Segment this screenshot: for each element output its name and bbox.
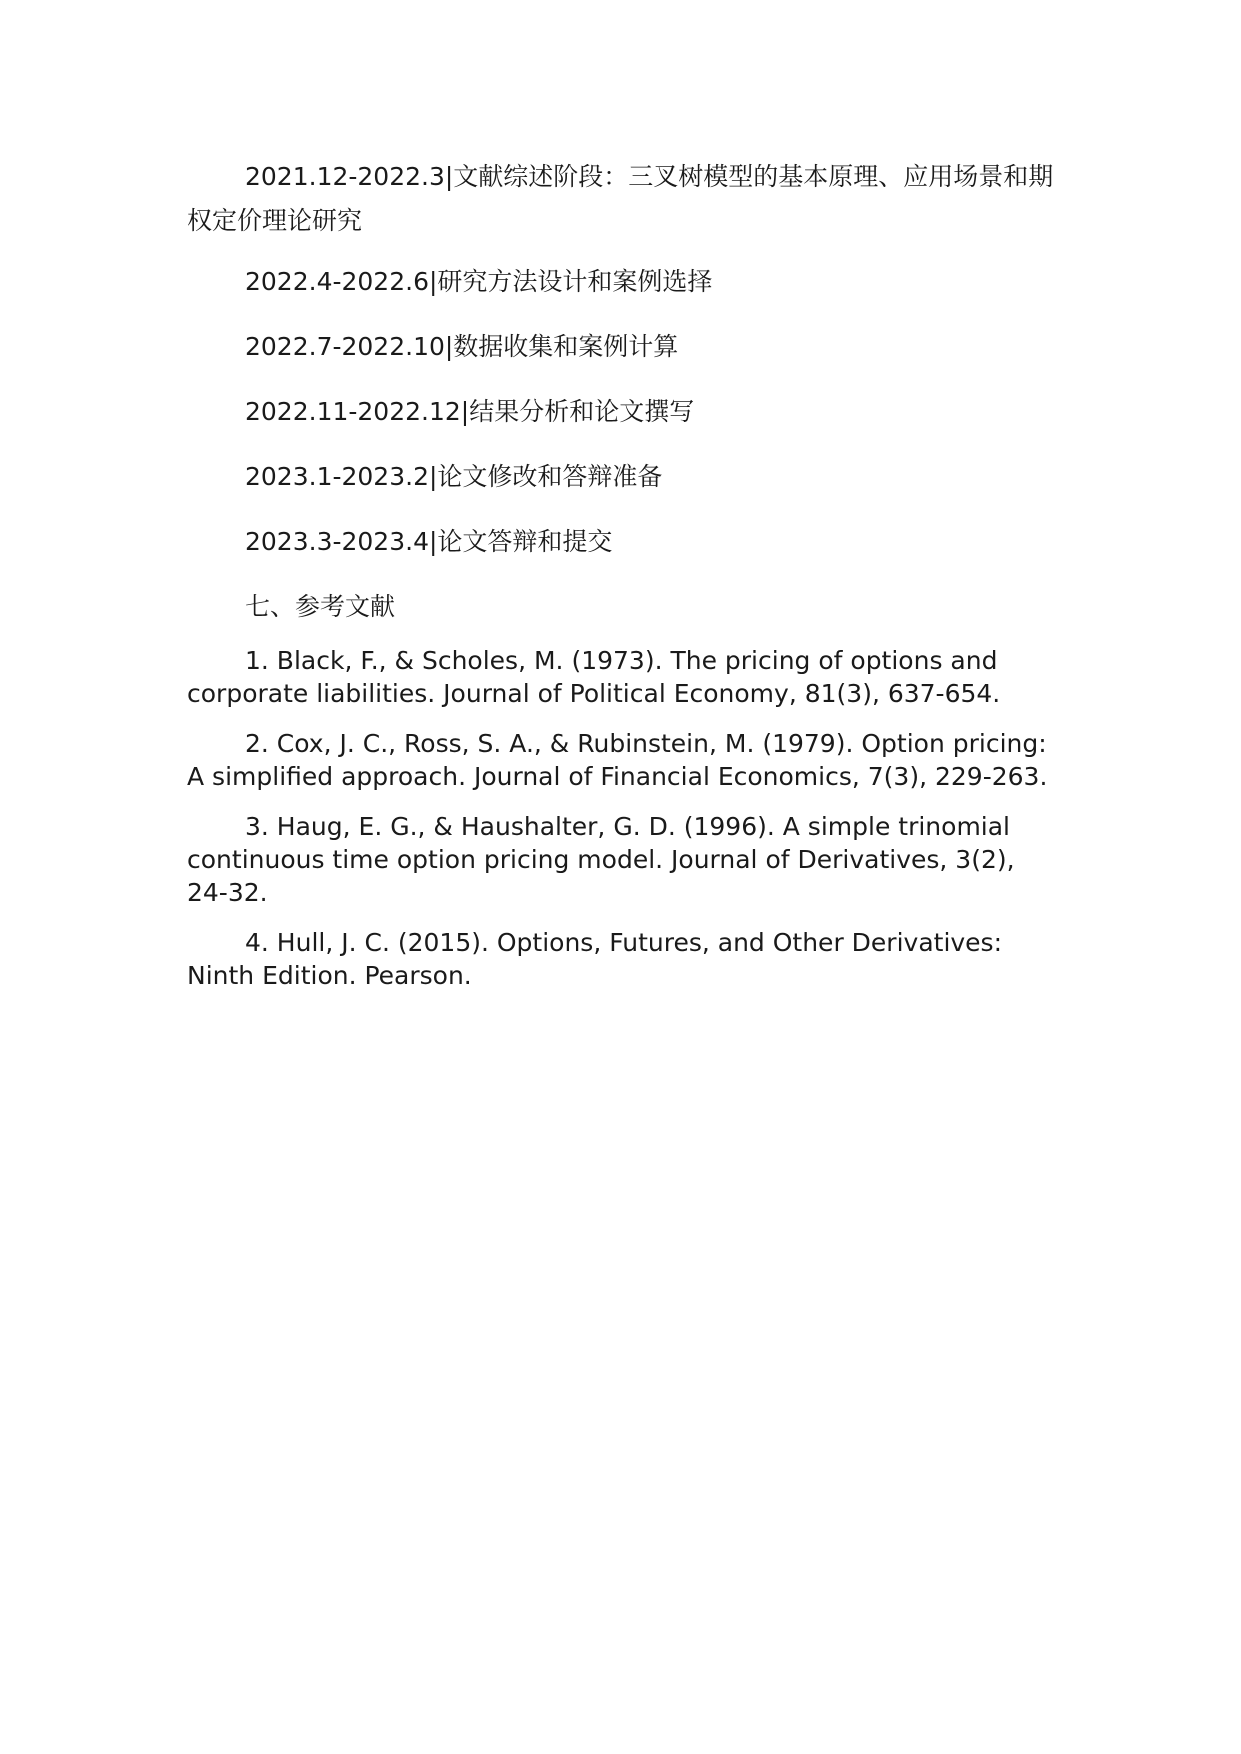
document-page — [187, 155, 1057, 1009]
schedule-item: 2021.12-2022.3|文献综述阶段：三叉树模型的基本原理、应用场景和期权定价理论研究 — [187, 162, 1054, 235]
schedule-item: 2023.3-2023.4|论文答辩和提交 — [245, 527, 613, 556]
schedule-item: 2023.1-2023.2|论文修改和答辩准备 — [245, 462, 663, 491]
reference-item: 1. Black, F., & Scholes, M. (1973). The pricing of options and corporate liabilities. Journal of Political Economy, 81(3), 637-654. — [187, 646, 1001, 708]
reference-item: 2. Cox, J. C., Ross, S. A., & Rubinstein, M. (1979). Option pricing: A simplified approach. Journal of Financial Economics, 7(3), 229-263. — [187, 729, 1048, 791]
schedule-item: 2022.7-2022.10|数据收集和案例计算 — [245, 332, 679, 361]
schedule-item: 2022.11-2022.12|结果分析和论文撰写 — [245, 397, 695, 426]
schedule-section — [187, 155, 1057, 559]
schedule-item: 2022.4-2022.6|研究方法设计和案例选择 — [245, 267, 713, 296]
references-heading: 七、参考文献 — [245, 592, 396, 621]
reference-item: 3. Haug, E. G., & Haushalter, G. D. (1996). A simple trinomial continuous time option pricing model. Journal of Derivatives, 3(2), 24-32. — [187, 812, 1015, 907]
references-list — [187, 644, 1057, 992]
reference-item: 4. Hull, J. C. (2015). Options, Futures, and Other Derivatives: Ninth Edition. Pearson. — [187, 928, 1003, 990]
